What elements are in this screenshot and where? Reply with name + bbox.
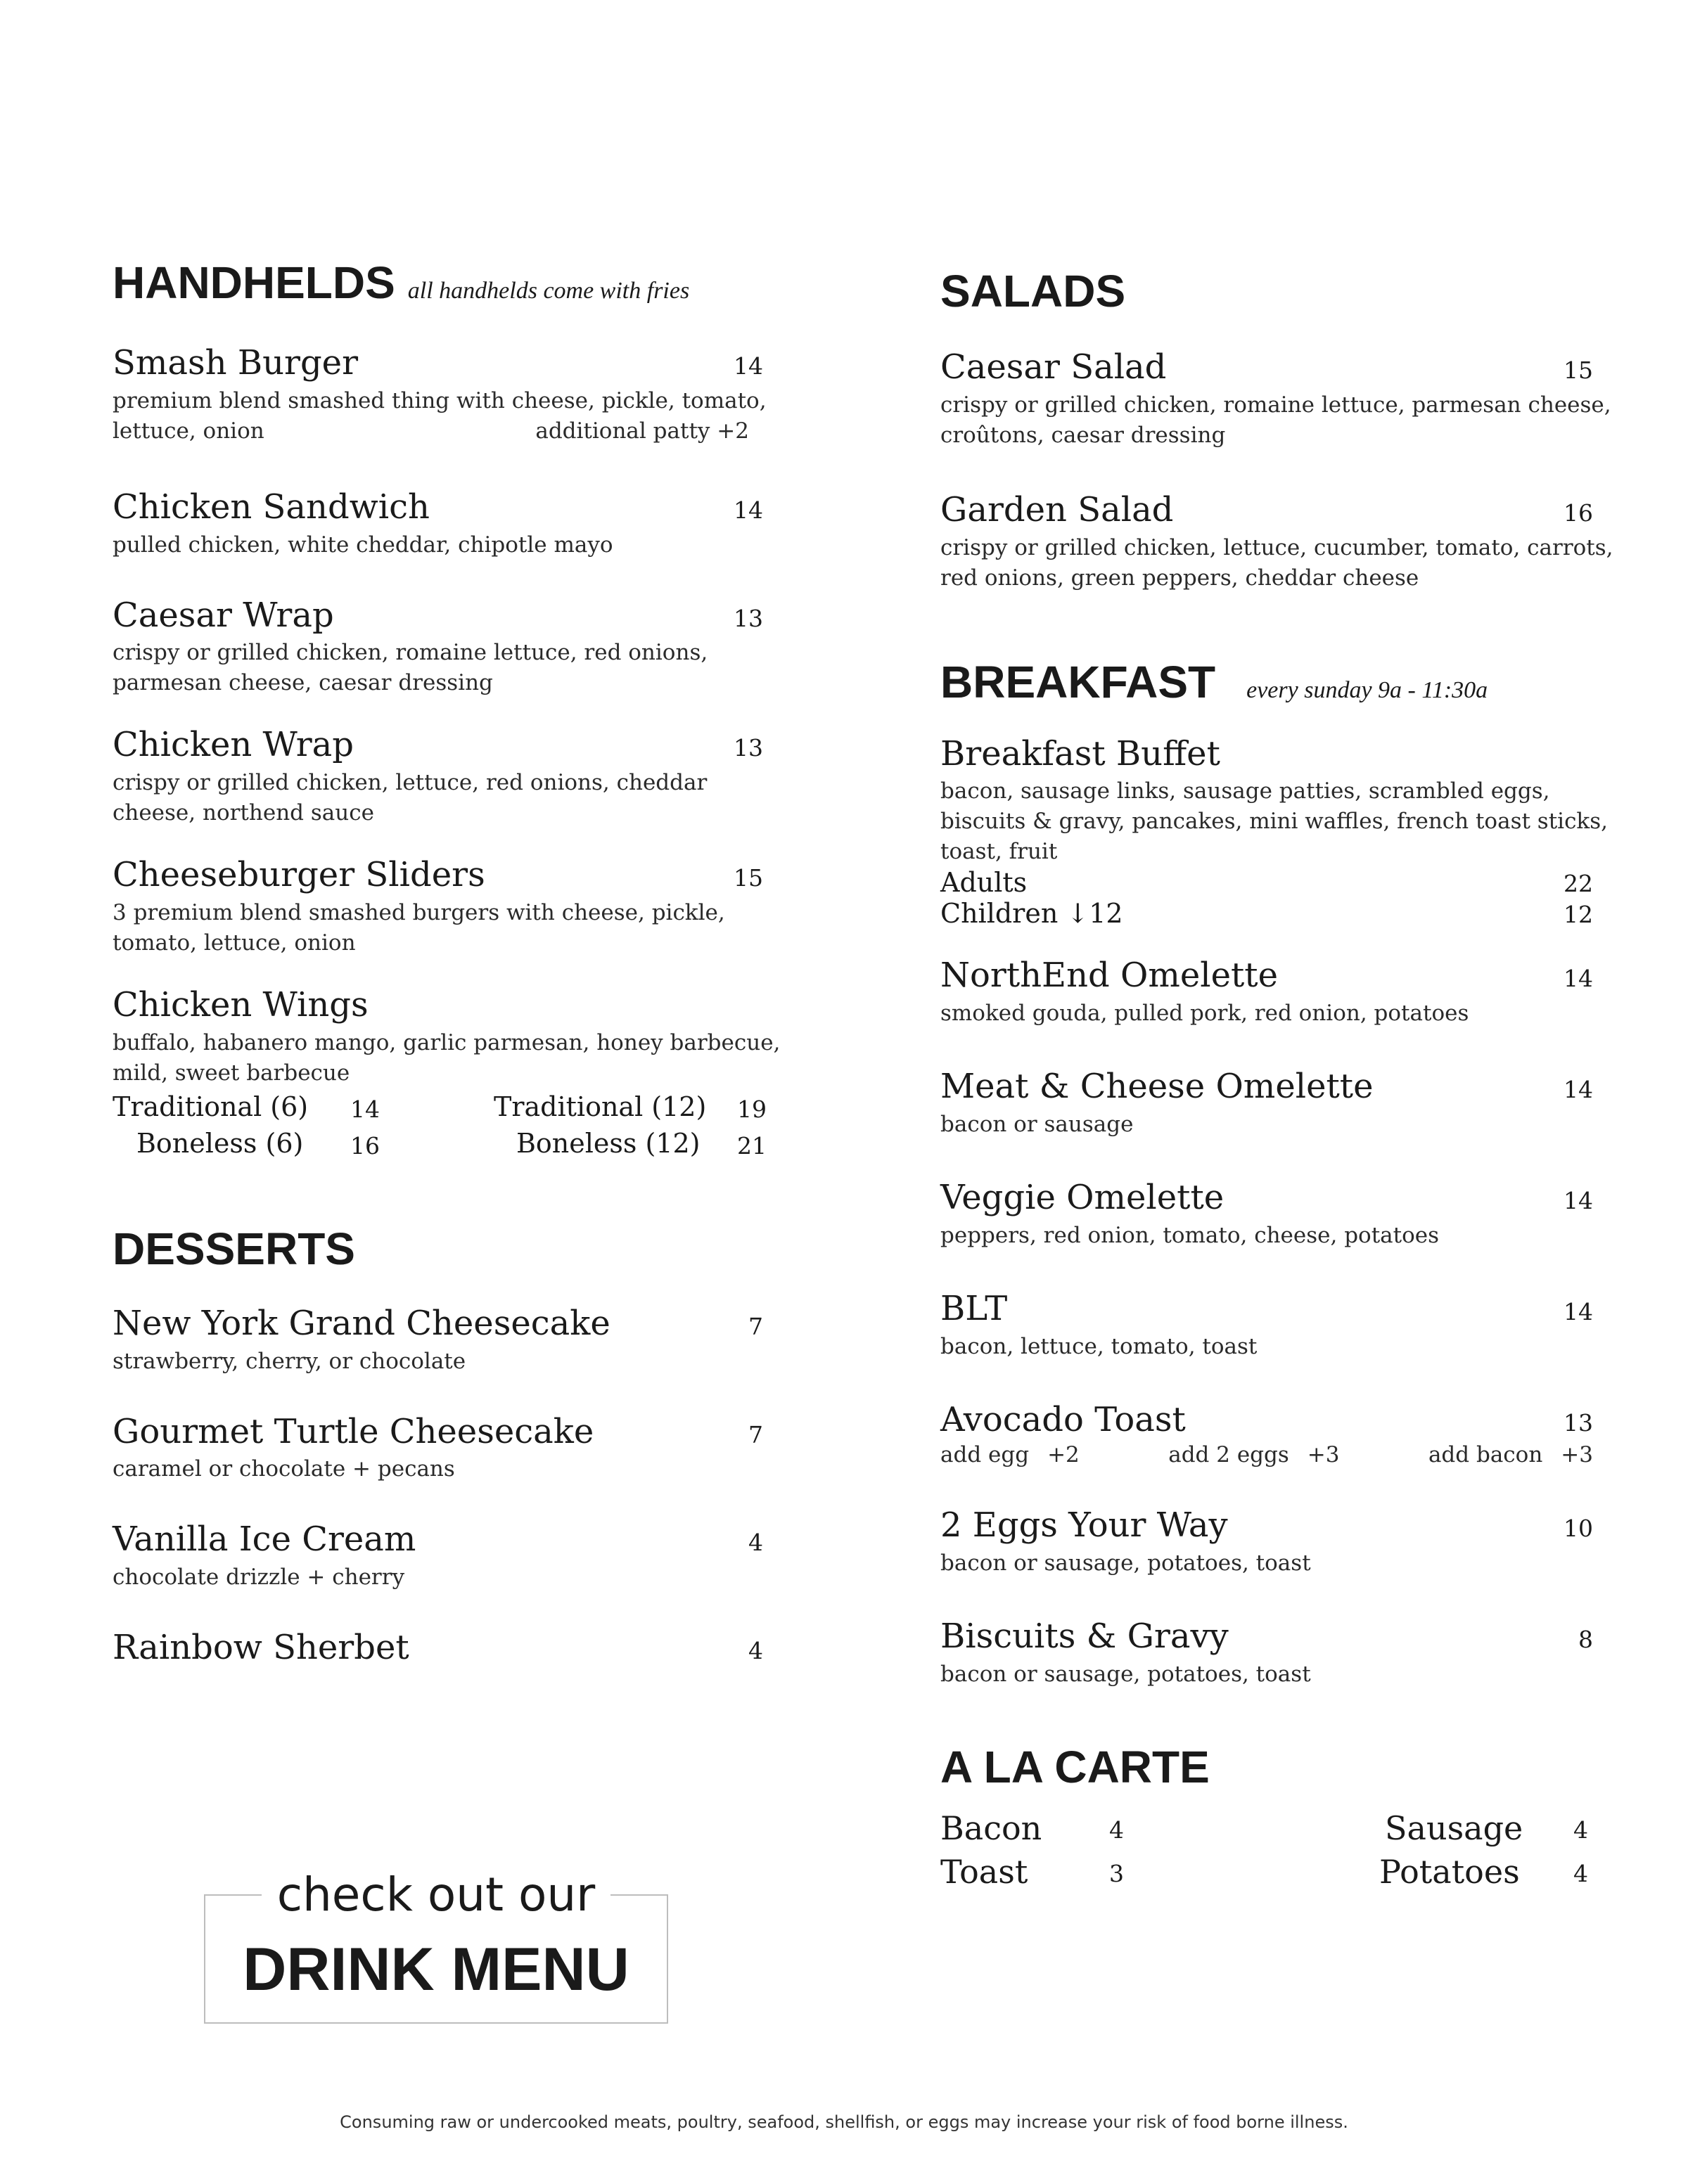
avocado-addons: [940, 1442, 1593, 1467]
a-la-carte-heading: A LA CARTE: [940, 1741, 1210, 1792]
carte-item-price: 4: [1573, 1859, 1588, 1887]
menu-item-vanilla-ice-cream: [113, 1521, 763, 1593]
menu-item-northend-omelette: [940, 957, 1593, 1029]
addon-price: +3: [1561, 1442, 1593, 1468]
addon-bacon: [1428, 1442, 1593, 1467]
menu-item-2-eggs: [940, 1507, 1593, 1579]
desc-line: crispy or grilled chicken, romaine lettuce, parmesan cheese,: [940, 392, 1611, 418]
carte-item-label: Bacon: [940, 1809, 1042, 1847]
buffet-adults-row: [940, 867, 1593, 898]
item-description: bacon or sausage, potatoes, toast: [940, 1661, 1311, 1687]
carte-item-label: Toast: [940, 1852, 1028, 1891]
addon-note: additional patty +2: [535, 418, 749, 444]
salads-section: [940, 266, 1613, 593]
menu-item-garden-salad: [940, 489, 1613, 593]
left-column: [113, 257, 781, 1668]
carte-item-price: 3: [1109, 1859, 1124, 1887]
a-la-carte-section: [940, 1741, 1593, 1901]
item-price: 15: [734, 864, 763, 892]
wing-option-label: Traditional (12): [494, 1091, 707, 1122]
menu-item-caesar-wrap: [113, 597, 763, 699]
item-price: 15: [1564, 356, 1593, 384]
menu-item-caesar-salad: [940, 347, 1611, 451]
item-name: Chicken Wings: [113, 984, 369, 1024]
item-description: [940, 390, 1611, 451]
wing-option-label: Traditional (6): [113, 1091, 309, 1122]
item-price: 16: [1564, 499, 1593, 527]
item-price: 8: [1578, 1626, 1593, 1654]
item-description: bacon or sausage, potatoes, toast: [940, 1550, 1311, 1576]
buffet-children-label: Children ↓12: [940, 898, 1123, 930]
desc-line: mild, sweet barbecue: [113, 1060, 350, 1086]
wing-option-label: Boneless (6): [136, 1127, 304, 1159]
buffet-adults-label: Adults: [940, 867, 1028, 899]
item-price: 7: [748, 1312, 763, 1340]
item-name: Chicken Sandwich: [113, 487, 430, 527]
item-name: Rainbow Sherbet: [113, 1628, 409, 1668]
item-name: Gourmet Turtle Cheesecake: [113, 1411, 594, 1451]
right-column: [940, 266, 1613, 1901]
menu-item-ny-cheesecake: [113, 1305, 763, 1377]
item-price: 13: [734, 604, 763, 632]
item-description: peppers, red onion, tomato, cheese, potatoes: [940, 1222, 1440, 1248]
salads-heading: SALADS: [940, 266, 1126, 316]
item-description: smoked gouda, pulled pork, red onion, potatoes: [940, 1001, 1469, 1027]
wing-option-label: Boneless (12): [516, 1127, 701, 1159]
item-name: BLT: [940, 1288, 1008, 1328]
addon-label: add egg: [940, 1442, 1030, 1468]
desc-line: buffalo, habanero mango, garlic parmesan, honey barbecue,: [113, 1029, 781, 1055]
item-price: 14: [1564, 1297, 1593, 1325]
item-price: 13: [1564, 1408, 1593, 1437]
desc-line: [113, 416, 763, 447]
item-name: Garden Salad: [940, 489, 1174, 529]
handhelds-note: all handhelds come with fries: [407, 278, 690, 304]
desc-line: red onions, green peppers, cheddar cheese: [940, 565, 1419, 591]
desc-line: pulled chicken, white cheddar, chipotle mayo: [113, 532, 613, 558]
item-name: Biscuits & Gravy: [940, 1617, 1229, 1657]
drink-menu-title: DRINK MENU: [243, 1936, 629, 2003]
addon-price: +3: [1307, 1442, 1340, 1468]
item-name: Smash Burger: [113, 343, 359, 383]
drink-menu-callout: [204, 1868, 668, 2024]
addon-egg: [940, 1442, 1080, 1467]
item-price: 7: [748, 1420, 763, 1448]
item-description: [940, 776, 1608, 867]
wing-option-price: 16: [350, 1131, 380, 1160]
addon-label: add 2 eggs: [1168, 1442, 1289, 1468]
desc-line: crispy or grilled chicken, romaine lettuce, red onions,: [113, 640, 708, 666]
menu-item-avocado-toast: [940, 1401, 1593, 1468]
wing-options: [113, 1091, 767, 1164]
item-description: chocolate drizzle + cherry: [113, 1565, 405, 1591]
menu-item-smash-burger: [113, 343, 767, 447]
item-price: 14: [1564, 1076, 1593, 1104]
carte-item-label: Potatoes: [1379, 1852, 1520, 1891]
menu-item-chicken-sandwich: [113, 489, 763, 560]
item-description: [113, 898, 763, 958]
desc-line: biscuits & gravy, pancakes, mini waffles, french toast sticks,: [940, 809, 1608, 835]
item-price: 4: [748, 1637, 763, 1665]
item-name: Chicken Wrap: [113, 725, 354, 765]
buffet-adults-price: 22: [1564, 870, 1593, 898]
desc-text: lettuce, onion: [113, 418, 264, 444]
menu-item-chicken-wings: [113, 984, 781, 1164]
item-price: 14: [734, 352, 763, 380]
breakfast-section: [940, 656, 1608, 1690]
desserts-section: [113, 1223, 763, 1668]
addon-2-eggs: [1168, 1442, 1339, 1467]
item-price: 14: [734, 496, 763, 524]
item-description: [113, 1028, 781, 1088]
item-name: Veggie Omelette: [940, 1177, 1225, 1217]
breakfast-note: every sunday 9a - 11:30a: [1246, 676, 1488, 703]
carte-item-label: Sausage: [1385, 1809, 1523, 1847]
desc-line: crispy or grilled chicken, lettuce, red onions, cheddar: [113, 770, 708, 796]
desc-line: crispy or grilled chicken, lettuce, cucumber, tomato, carrots,: [940, 534, 1613, 560]
menu-item-blt: [940, 1290, 1593, 1362]
item-name: Caesar Salad: [940, 347, 1167, 387]
item-description: bacon or sausage: [940, 1111, 1134, 1137]
item-name: New York Grand Cheesecake: [113, 1303, 610, 1343]
item-name: Cheeseburger Sliders: [113, 855, 485, 895]
item-price: 13: [734, 734, 763, 762]
desc-line: toast, fruit: [940, 839, 1058, 865]
desc-line: 3 premium blend smashed burgers with cheese, pickle,: [113, 899, 725, 925]
item-name: Vanilla Ice Cream: [113, 1520, 416, 1560]
addon-price: +2: [1047, 1442, 1080, 1468]
wing-option-price: 21: [737, 1131, 767, 1160]
desc-line: parmesan cheese, caesar dressing: [113, 670, 493, 696]
item-price: 14: [1564, 965, 1593, 993]
item-description: caramel or chocolate + pecans: [113, 1456, 455, 1482]
breakfast-heading: BREAKFAST every sunday 9a - 11:30a: [940, 656, 1488, 707]
menu-item-meat-cheese-omelette: [940, 1068, 1593, 1140]
menu-item-turtle-cheesecake: [113, 1413, 763, 1485]
item-price: 4: [748, 1529, 763, 1557]
item-description: strawberry, cherry, or chocolate: [113, 1348, 466, 1374]
menu-item-cheeseburger-sliders: [113, 856, 763, 958]
buffet-children-price: 12: [1564, 901, 1593, 929]
carte-item-price: 4: [1573, 1816, 1588, 1844]
desc-line: cheese, northend sauce: [113, 800, 374, 826]
carte-item-price: 4: [1109, 1816, 1124, 1844]
handhelds-section: [113, 257, 781, 1164]
item-name: 2 Eggs Your Way: [940, 1505, 1228, 1546]
desc-line: croûtons, caesar dressing: [940, 422, 1226, 448]
desc-line: tomato, lettuce, onion: [113, 930, 356, 956]
drink-menu-top: [205, 1868, 667, 1922]
item-name: Breakfast Buffet: [940, 733, 1220, 773]
item-name: Caesar Wrap: [113, 595, 334, 635]
handhelds-heading: HANDHELDS all handhelds come with fries: [113, 257, 690, 308]
menu-item-rainbow-sherbet: [113, 1629, 763, 1666]
item-description: bacon, lettuce, tomato, toast: [940, 1333, 1258, 1359]
menu-item-veggie-omelette: [940, 1179, 1593, 1251]
menu-item-biscuits-gravy: [940, 1618, 1593, 1690]
item-description: [113, 638, 763, 698]
desc-line: bacon, sausage links, sausage patties, scrambled eggs,: [940, 778, 1550, 804]
item-name: Avocado Toast: [940, 1399, 1186, 1439]
item-price: 10: [1564, 1515, 1593, 1543]
wing-option-price: 19: [737, 1095, 767, 1123]
item-description: [113, 530, 763, 560]
buffet-children-row: [940, 898, 1593, 929]
desserts-heading: DESSERTS: [113, 1223, 355, 1274]
item-price: 14: [1564, 1186, 1593, 1214]
menu-item-chicken-wrap: [113, 726, 763, 828]
item-description: [113, 768, 763, 828]
item-name: NorthEnd Omelette: [940, 956, 1278, 996]
addon-label: add bacon: [1428, 1442, 1543, 1468]
desc-line: premium blend smashed thing with cheese, pickle, tomato,: [113, 387, 767, 413]
wing-option-price: 14: [350, 1095, 380, 1123]
menu-item-breakfast-buffet: [940, 733, 1608, 930]
item-name: Meat & Cheese Omelette: [940, 1067, 1374, 1107]
item-description: [940, 533, 1613, 593]
health-disclaimer: Consuming raw or undercooked meats, poultry, seafood, shellfish, or eggs may increase your risk of food borne illness.: [340, 2112, 1348, 2132]
drink-menu-top-text: check out our: [262, 1868, 611, 1922]
item-description: [113, 386, 767, 447]
a-la-carte-grid: [940, 1809, 1593, 1901]
